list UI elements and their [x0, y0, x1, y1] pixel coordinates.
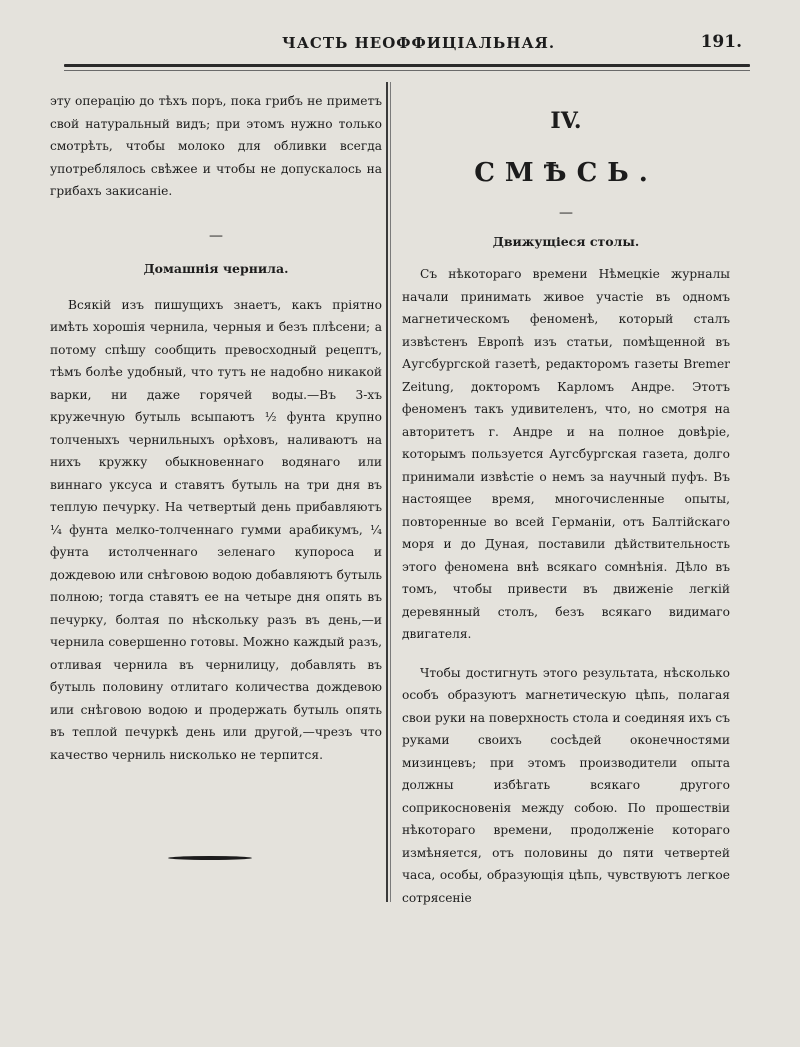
continuation-paragraph: эту операцію до тѣхъ поръ, пока грибъ не приметъ свой натуральный видъ; при этомъ нужно только смотрѣть, чтобы молоко для обливки всегда употреблялось свѣжее и чтобы не допускалось на грибахъ закисаніе. [50, 94, 382, 198]
ink-article-title: Домашнія чернила. [143, 260, 289, 276]
left-column [50, 90, 382, 766]
tables-article-title: Движущіеся столы. [492, 234, 640, 249]
tables-article-text-2: Чтобы достигнуть этого результата, нѣсколько особъ образуютъ магнетическую цѣпь, полагая свои руки на поверхность стола и соединяя ихъ съ руками своихъ сосѣдей оконечностями мизинцевъ; при этомъ производители опыта должны избѣгать всякаго другого соприкосновенія между собою. По прошествіи нѣкотораго времени, продолженіе котораго измѣняется, отъ половины до пяти четвертей часа, особы, образующія цѣпь, чувствуютъ легкое сотрясеніе [402, 665, 730, 905]
end-ornament [168, 856, 252, 860]
section-heading: СМѢСЬ. [474, 158, 658, 188]
right-column [402, 90, 730, 909]
separator-dash-right: — [559, 205, 573, 221]
header-rule-thin [64, 70, 750, 71]
column-divider-thin [390, 82, 391, 902]
running-title: ЧАСТЬ НЕОФФИЦІАЛЬНАЯ. [282, 34, 556, 52]
column-divider [386, 82, 388, 902]
section-number: IV. [550, 108, 582, 134]
tables-article-text-1: Съ нѣкотораго времени Нѣмецкіе журналы начали принимать живое участіе въ одномъ магнетическомъ феноменѣ, который сталъ извѣстенъ Европѣ изъ статьи, помѣщенной въ Аугсбургской газетѣ, редакторомъ газеты Bremer Zeitung, докторомъ Карломъ Андре. Этотъ феноменъ такъ удивителенъ, что, но смотря на авторитетъ г. Андре и на полное довѣріе, которымъ пользуется Аугсбургская газета, долго принимали извѣстіе о немъ за научный пуфъ. Въ настоящее время, многочисленные опыты, повторенные во всей Германіи, отъ Балтійскаго моря и до Дуная, поставили дѣйствительность этого феномена внѣ всякаго сомнѣнія. Дѣло въ томъ, чтобы привести въ движеніе легкій деревянный столъ, безъ всякаго видимаго двигателя. [402, 267, 730, 641]
separator-dash: — [209, 227, 223, 244]
header-rule [64, 64, 750, 67]
ink-article-text: Всякій изъ пишущихъ знаетъ, какъ пріятно имѣть хорошія чернила, черныя и безъ плѣсени; а потому спѣшу сообщить превосходный рецептъ, тѣмъ болѣе удобный, что тутъ не надобно никакой варки, ни даже горячей воды.—Въ 3-хъ кружечную бутыль всыпаютъ ½ фунта крупно толченыхъ чернильныхъ орѣховъ, наливаютъ на нихъ кружку обыкновеннаго водянаго или виннаго уксуса и ставятъ бутыль на три дня въ теплую печурку. На четвертый день прибавляютъ ¼ фунта мелко-толченнаго гумми арабикумъ, ¼ фунта истолченнаго зеленаго купороса и дождевою или снѣговою водою добавляютъ бутыль полною; тогда ставятъ ее на четыре дня опять въ печурку, болтая по нѣскольку разъ въ день,—и чернила совершенно готовы. Можно каждый разъ, отливая чернила въ чернилицу, добавлять въ бутыль половину отлитаго количества дождевою или снѣговою водою и продержать бутыль опять въ теплой печуркѣ день или другой,—чрезъ что качество черниль нисколько не терпится. [50, 297, 382, 762]
page-header [60, 32, 750, 60]
page-number: 191. [700, 32, 742, 52]
